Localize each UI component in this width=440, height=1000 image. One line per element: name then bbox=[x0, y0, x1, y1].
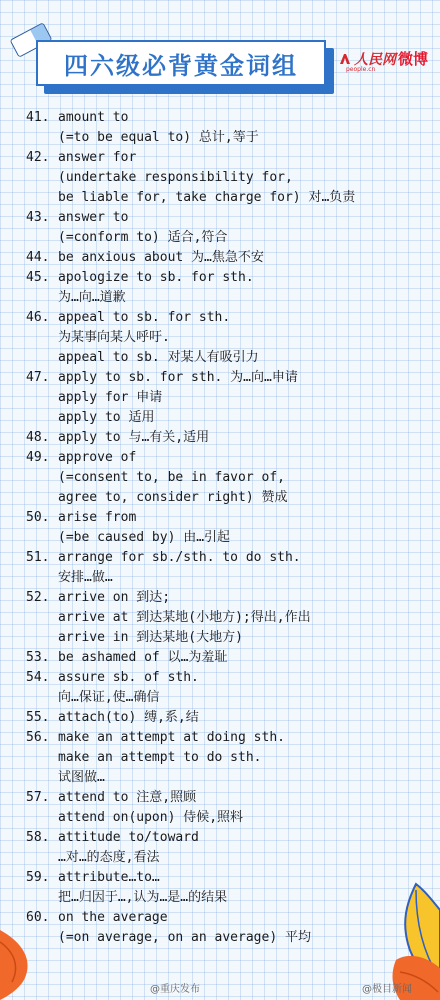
entry-line: apply to 适用 bbox=[58, 410, 155, 425]
phrase-entry bbox=[26, 728, 436, 788]
entry-lines bbox=[58, 708, 436, 728]
phrase-entry bbox=[26, 828, 436, 868]
entry-lines bbox=[58, 508, 436, 548]
entry-line: 为某事向某人呼吁. bbox=[58, 330, 170, 345]
entry-lines bbox=[58, 788, 436, 828]
entry-line: attitude to/toward bbox=[58, 830, 199, 845]
entry-line: apply for 申请 bbox=[58, 390, 163, 405]
phrase-entry bbox=[26, 208, 436, 248]
entry-line: on the average bbox=[58, 910, 168, 925]
logo-weibo: 微博 bbox=[398, 50, 429, 68]
entry-line: 为…向…道歉 bbox=[58, 290, 126, 305]
phrase-entry bbox=[26, 248, 436, 268]
entry-line: 把…归因于…,认为…是…的结果 bbox=[58, 890, 228, 905]
entry-line: 向…保证,使…确信 bbox=[58, 690, 160, 705]
phrase-entry bbox=[26, 708, 436, 728]
entry-line: (=to be equal to) 总计,等于 bbox=[58, 130, 259, 145]
entry-lines bbox=[58, 588, 436, 648]
logo-text: 人民网 bbox=[354, 51, 396, 68]
entry-line: …对…的态度,看法 bbox=[58, 850, 160, 865]
entry-line: be liable for, take charge for) 对…负责 bbox=[58, 190, 356, 205]
entry-lines bbox=[58, 728, 436, 788]
title-banner bbox=[36, 40, 326, 86]
entry-line: 安排…做… bbox=[58, 570, 113, 585]
entry-line: attach(to) 缚,系,结 bbox=[58, 710, 199, 725]
entry-line: make an attempt to do sth. bbox=[58, 750, 262, 765]
entry-number: 49. bbox=[26, 450, 50, 465]
entry-lines bbox=[58, 648, 436, 668]
entry-number: 54. bbox=[26, 670, 50, 685]
entry-lines bbox=[58, 368, 436, 428]
entry-lines bbox=[58, 908, 436, 948]
entry-number: 44. bbox=[26, 250, 50, 265]
phrase-entry bbox=[26, 588, 436, 648]
entry-line: apply to sb. for sth. 为…向…申请 bbox=[58, 370, 298, 385]
entry-number: 51. bbox=[26, 550, 50, 565]
entry-line: (=be caused by) 由…引起 bbox=[58, 530, 231, 545]
entry-number: 53. bbox=[26, 650, 50, 665]
entry-line: 试图做… bbox=[58, 770, 105, 785]
entry-line: apply to 与…有关,适用 bbox=[58, 430, 210, 445]
entry-line: arrive on 到达; bbox=[58, 590, 171, 605]
footer-watermark-left: @重庆发布 bbox=[150, 984, 200, 995]
autumn-leaf-left-icon bbox=[0, 920, 40, 1000]
entry-line: (=on average, on an average) 平均 bbox=[58, 930, 311, 945]
entry-line: attend on(upon) 侍候,照料 bbox=[58, 810, 244, 825]
entry-line: agree to, consider right) 赞成 bbox=[58, 490, 288, 505]
phrase-entry bbox=[26, 668, 436, 708]
entry-lines bbox=[58, 108, 436, 148]
entry-line: answer to bbox=[58, 210, 129, 225]
entry-line: be anxious about 为…焦急不安 bbox=[58, 250, 264, 265]
footer-watermark-right: @极目新闻 bbox=[362, 984, 412, 995]
entry-number: 58. bbox=[26, 830, 50, 845]
phrase-entry bbox=[26, 148, 436, 208]
entry-lines bbox=[58, 868, 436, 908]
people-logo-icon bbox=[338, 52, 352, 66]
entry-lines bbox=[58, 828, 436, 868]
entry-number: 52. bbox=[26, 590, 50, 605]
entry-lines bbox=[58, 208, 436, 248]
entry-line: (=conform to) 适合,符合 bbox=[58, 230, 228, 245]
entry-line: arrive in 到达某地(大地方) bbox=[58, 630, 243, 645]
phrase-entry bbox=[26, 648, 436, 668]
entry-lines bbox=[58, 268, 436, 308]
entry-line: appeal to sb. for sth. bbox=[58, 310, 231, 325]
entry-number: 48. bbox=[26, 430, 50, 445]
entry-lines bbox=[58, 428, 436, 448]
entry-number: 46. bbox=[26, 310, 50, 325]
entry-lines bbox=[58, 308, 436, 368]
entry-line: arrange for sb./sth. to do sth. bbox=[58, 550, 301, 565]
entry-number: 56. bbox=[26, 730, 50, 745]
entry-line: appeal to sb. 对某人有吸引力 bbox=[58, 350, 259, 365]
phrase-entry bbox=[26, 908, 436, 948]
phrase-entry bbox=[26, 428, 436, 448]
phrase-entry bbox=[26, 868, 436, 908]
entry-line: (=consent to, be in favor of, bbox=[58, 470, 285, 485]
entry-number: 42. bbox=[26, 150, 50, 165]
entry-line: (undertake responsibility for, bbox=[58, 170, 293, 185]
entry-line: arise from bbox=[58, 510, 137, 525]
page-title: 四六级必背黄金词组 bbox=[64, 51, 298, 80]
phrase-entry bbox=[26, 268, 436, 308]
entry-line: attend to 注意,照顾 bbox=[58, 790, 197, 805]
entry-number: 47. bbox=[26, 370, 50, 385]
entry-line: assure sb. of sth. bbox=[58, 670, 199, 685]
phrase-entry bbox=[26, 788, 436, 828]
phrase-entry bbox=[26, 548, 436, 588]
entry-lines bbox=[58, 148, 436, 208]
entry-lines bbox=[58, 548, 436, 588]
entry-line: make an attempt at doing sth. bbox=[58, 730, 285, 745]
entry-number: 60. bbox=[26, 910, 50, 925]
entry-number: 43. bbox=[26, 210, 50, 225]
entry-line: amount to bbox=[58, 110, 129, 125]
entry-line: answer for bbox=[58, 150, 137, 165]
phrase-entry bbox=[26, 108, 436, 148]
entry-line: attribute…to… bbox=[58, 870, 160, 885]
entry-number: 59. bbox=[26, 870, 50, 885]
phrase-entry bbox=[26, 508, 436, 548]
phrase-entry bbox=[26, 448, 436, 508]
phrase-list bbox=[26, 108, 436, 948]
entry-lines bbox=[58, 448, 436, 508]
entry-lines bbox=[58, 248, 436, 268]
entry-line: approve of bbox=[58, 450, 137, 465]
entry-number: 41. bbox=[26, 110, 50, 125]
entry-number: 45. bbox=[26, 270, 50, 285]
entry-lines bbox=[58, 668, 436, 708]
logo-subtext: people.cn bbox=[346, 66, 376, 73]
phrase-entry bbox=[26, 368, 436, 428]
entry-line: be ashamed of 以…为羞耻 bbox=[58, 650, 228, 665]
phrase-entry bbox=[26, 308, 436, 368]
entry-number: 57. bbox=[26, 790, 50, 805]
entry-number: 50. bbox=[26, 510, 50, 525]
entry-number: 55. bbox=[26, 710, 50, 725]
entry-line: arrive at 到达某地(小地方);得出,作出 bbox=[58, 610, 311, 625]
entry-line: apologize to sb. for sth. bbox=[58, 270, 254, 285]
